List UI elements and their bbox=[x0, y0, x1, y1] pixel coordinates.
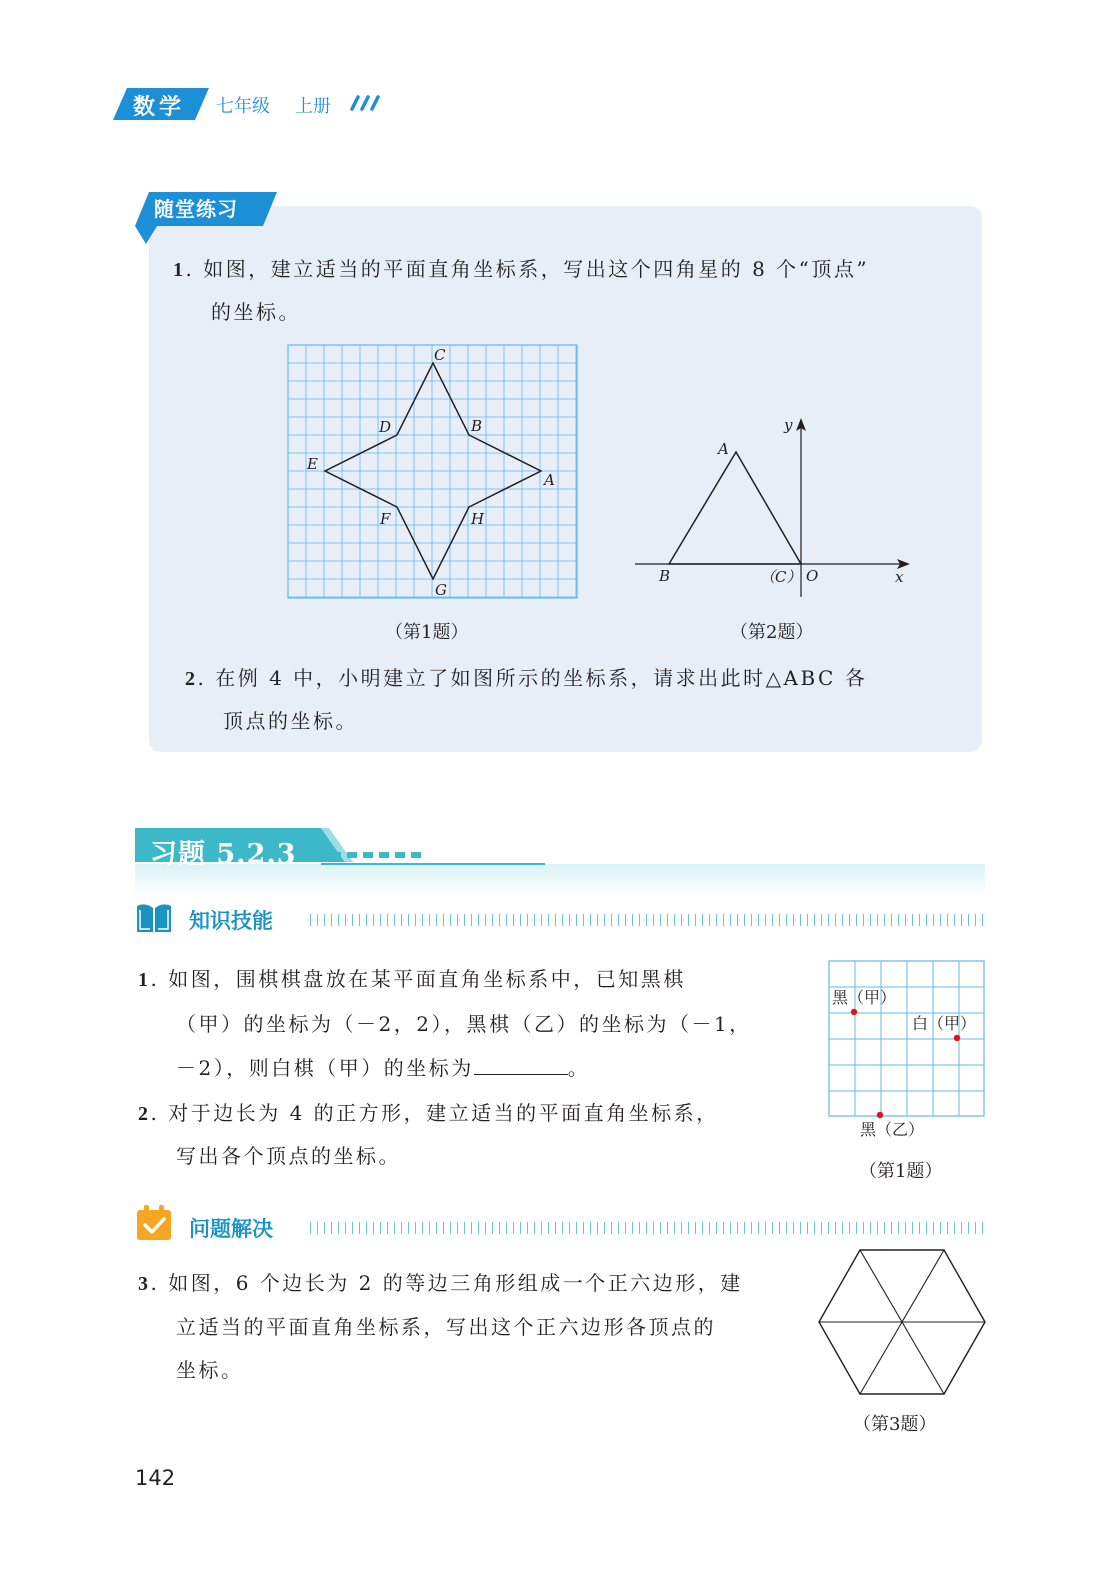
practice-question-2-cont: 顶点的坐标。 bbox=[223, 709, 358, 733]
exercise-question-2-cont: 写出各个顶点的坐标。 bbox=[176, 1144, 401, 1168]
vertex-label-c: C bbox=[434, 346, 446, 364]
question-number: 2 bbox=[185, 668, 198, 690]
answer-blank[interactable] bbox=[474, 1056, 568, 1075]
hexagon-figure bbox=[812, 1244, 992, 1400]
grid-lines bbox=[288, 345, 577, 598]
book-icon bbox=[135, 902, 173, 936]
black-b-point bbox=[877, 1112, 883, 1118]
exercise-question-3: 3. 如图，6 个边长为 2 的等边三角形组成一个正六边形，建 bbox=[138, 1271, 743, 1295]
white-a-label: 白（甲） bbox=[912, 1014, 977, 1033]
practice-question-2: 2. 在例 4 中，小明建立了如图所示的坐标系，请求出此时△ABC 各 bbox=[185, 666, 868, 690]
label-c: （C） bbox=[760, 568, 802, 586]
black-a-point bbox=[851, 1009, 857, 1015]
question-text: 对于边长为 4 的正方形，建立适当的平面直角坐标系， bbox=[168, 1101, 719, 1125]
question-number: 1 bbox=[173, 259, 186, 281]
exercise-question-1-line3: －2），则白棋（甲）的坐标为 。 bbox=[176, 1056, 591, 1080]
practice-question-1: 1. 如图，建立适当的平面直角坐标系，写出这个四角星的 8 个“顶点” bbox=[173, 257, 870, 281]
black-a-label: 黑（甲） bbox=[832, 988, 897, 1007]
subject-label: 数学 bbox=[133, 95, 186, 120]
vertex-label-g: G bbox=[435, 581, 447, 599]
checklist-icon bbox=[135, 1204, 173, 1242]
question-number: 2 bbox=[138, 1103, 151, 1125]
go-board-figure bbox=[820, 955, 1000, 1145]
exercise-title: 习题 5.2.3 bbox=[150, 839, 297, 870]
label-b: B bbox=[659, 567, 671, 585]
question-text: 如图，6 个边长为 2 的等边三角形组成一个正六边形，建 bbox=[168, 1271, 743, 1295]
exercise-question-3-line3: 坐标。 bbox=[176, 1358, 244, 1382]
exercise-question-3-line2: 立适当的平面直角坐标系，写出这个正六边形各顶点的 bbox=[176, 1315, 716, 1339]
page-number: 142 bbox=[135, 1466, 176, 1490]
board-caption: （第1题） bbox=[859, 1161, 943, 1182]
black-b-label: 黑（乙） bbox=[860, 1120, 925, 1139]
label-y: y bbox=[784, 416, 793, 434]
question-number: 1 bbox=[138, 969, 151, 991]
grid-border bbox=[288, 345, 577, 598]
section-knowledge-skills: 知识技能 bbox=[189, 909, 273, 933]
vertex-label-e: E bbox=[307, 455, 318, 473]
label-x: x bbox=[895, 568, 904, 586]
white-a-point bbox=[954, 1035, 960, 1041]
practice-question-1-cont: 的坐标。 bbox=[211, 300, 301, 324]
question-text: 如图，围棋棋盘放在某平面直角坐标系中，已知黑棋 bbox=[168, 967, 686, 991]
exercise-question-2: 2. 对于边长为 4 的正方形，建立适当的平面直角坐标系， bbox=[138, 1101, 719, 1125]
board-grid bbox=[829, 961, 984, 1116]
vertex-label-b: B bbox=[471, 417, 483, 435]
section-problem-solving: 问题解决 bbox=[189, 1217, 273, 1241]
vertex-label-f: F bbox=[380, 510, 391, 528]
question-number: 3 bbox=[138, 1273, 151, 1295]
grade-label: 七年级 bbox=[216, 96, 270, 117]
label-a: A bbox=[718, 440, 729, 458]
practice-title: 随堂练习 bbox=[154, 197, 238, 221]
section-divider bbox=[310, 914, 985, 926]
slash-decoration-icon bbox=[343, 90, 383, 114]
figure-2-caption: （第2题） bbox=[730, 622, 814, 643]
exercise-question-1-line2: （甲）的坐标为（－2，2），黑棋（乙）的坐标为（－1， bbox=[176, 1012, 752, 1036]
label-origin: O bbox=[806, 567, 819, 585]
vertex-label-d: D bbox=[379, 418, 392, 436]
triangle-axes-figure bbox=[630, 412, 920, 607]
figure-1-caption: （第1题） bbox=[385, 622, 469, 643]
vertex-label-h: H bbox=[471, 510, 485, 528]
exercise-question-1: 1. 如图，围棋棋盘放在某平面直角坐标系中，已知黑棋 bbox=[138, 967, 686, 991]
hexagon-caption: （第3题） bbox=[853, 1414, 937, 1435]
triangle-abc bbox=[669, 452, 801, 564]
vertex-label-a: A bbox=[544, 471, 555, 489]
volume-label: 上册 bbox=[295, 96, 331, 117]
question-text: －2），则白棋（甲）的坐标为 bbox=[176, 1056, 474, 1080]
question-text: 如图，建立适当的平面直角坐标系，写出这个四角星的 8 个“顶点” bbox=[203, 257, 870, 281]
question-text: 在例 4 中，小明建立了如图所示的坐标系，请求出此时△ABC 各 bbox=[215, 666, 868, 690]
section-divider bbox=[310, 1222, 985, 1234]
star-grid-figure bbox=[280, 340, 590, 610]
